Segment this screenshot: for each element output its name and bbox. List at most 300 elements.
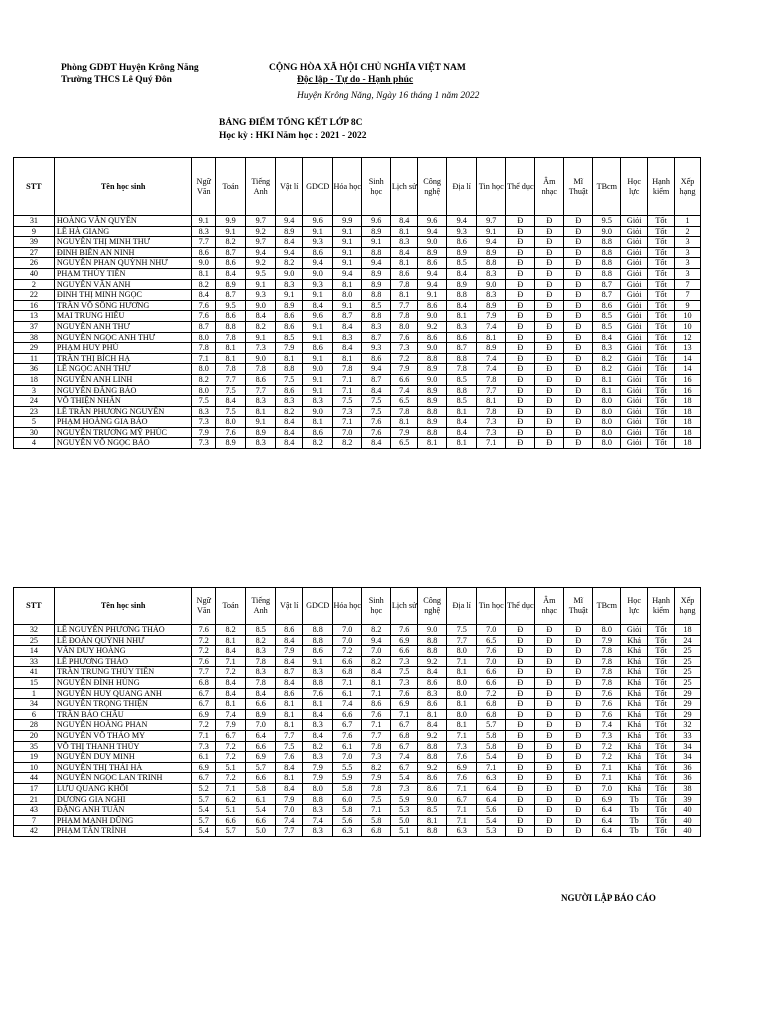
cell-cn: 9.2 — [418, 762, 447, 773]
cell-dl: 8.5 — [447, 396, 477, 407]
cell-sh: 9.4 — [362, 635, 391, 646]
cell-stt: 42 — [14, 826, 55, 837]
table-row — [14, 427, 701, 438]
cell-dl: 8.4 — [447, 300, 477, 311]
table-header-row — [14, 588, 701, 625]
cell-ta: 6.1 — [246, 794, 276, 805]
cell-td: Đ — [506, 417, 535, 428]
column-header-name: Tên học sinh — [54, 158, 192, 216]
cell-gdcd: 8.6 — [303, 427, 333, 438]
cell-hk: Tốt — [648, 709, 675, 720]
cell-sh: 8.5 — [362, 300, 391, 311]
cell-ta: 8.3 — [246, 667, 276, 678]
column-header-ta: Tiếng Anh — [246, 158, 276, 216]
cell-sh: 7.1 — [362, 805, 391, 816]
cell-an: Đ — [535, 396, 564, 407]
cell-dl: 8.5 — [447, 374, 477, 385]
column-header-dl: Địa lí — [447, 588, 477, 625]
cell-hl: Giỏi — [621, 268, 648, 279]
cell-an: Đ — [535, 741, 564, 752]
cell-an: Đ — [535, 364, 564, 375]
cell-name: NGUYỄN TRỌNG THIỆN — [54, 699, 192, 710]
cell-vl: 8.4 — [276, 417, 303, 428]
cell-toan: 7.5 — [216, 406, 246, 417]
cell-stt: 31 — [14, 216, 55, 227]
cell-nv: 7.6 — [192, 656, 216, 667]
cell-th: 7.2 — [477, 688, 506, 699]
table-row — [14, 258, 701, 269]
table-row — [14, 709, 701, 720]
cell-mt: Đ — [564, 699, 593, 710]
cell-hh: 9.1 — [333, 226, 362, 237]
cell-xh: 32 — [675, 720, 701, 731]
cell-an: Đ — [535, 773, 564, 784]
cell-sh: 8.8 — [362, 311, 391, 322]
cell-ta: 9.2 — [246, 258, 276, 269]
cell-nv: 6.9 — [192, 762, 216, 773]
column-header-td: Thể dục — [506, 158, 535, 216]
cell-cn: 9.2 — [418, 321, 447, 332]
column-header-vl: Vật lí — [276, 588, 303, 625]
cell-name: NGUYỄN NGỌC ANH THƯ — [54, 332, 192, 343]
cell-toan: 8.4 — [216, 688, 246, 699]
cell-toan: 7.2 — [216, 741, 246, 752]
cell-stt: 29 — [14, 343, 55, 354]
cell-hl: Giỏi — [621, 374, 648, 385]
cell-tb: 7.8 — [593, 667, 621, 678]
cell-gdcd: 8.3 — [303, 667, 333, 678]
table-row — [14, 635, 701, 646]
cell-cn: 9.0 — [418, 794, 447, 805]
cell-nv: 7.3 — [192, 417, 216, 428]
cell-vl: 8.4 — [276, 762, 303, 773]
column-header-sh: Sinh học — [362, 588, 391, 625]
cell-td: Đ — [506, 311, 535, 322]
cell-hh: 7.1 — [333, 677, 362, 688]
cell-td: Đ — [506, 353, 535, 364]
cell-xh: 40 — [675, 815, 701, 826]
cell-dl: 9.4 — [447, 216, 477, 227]
cell-vl: 7.9 — [276, 646, 303, 657]
cell-toan: 7.1 — [216, 656, 246, 667]
cell-stt: 32 — [14, 625, 55, 636]
cell-hl: Giỏi — [621, 258, 648, 269]
cell-stt: 28 — [14, 720, 55, 731]
cell-vl: 8.4 — [276, 635, 303, 646]
cell-hk: Tốt — [648, 374, 675, 385]
cell-dl: 7.6 — [447, 752, 477, 763]
cell-toan: 7.4 — [216, 709, 246, 720]
table-row — [14, 406, 701, 417]
cell-vl: 9.1 — [276, 290, 303, 301]
cell-name: PHẠM HOÀNG GIA BẢO — [54, 417, 192, 428]
column-header-hl: Học lực — [621, 588, 648, 625]
table-row — [14, 311, 701, 322]
cell-mt: Đ — [564, 216, 593, 227]
cell-hh: 5.6 — [333, 815, 362, 826]
cell-sh: 8.2 — [362, 656, 391, 667]
cell-th: 6.8 — [477, 699, 506, 710]
cell-an: Đ — [535, 438, 564, 449]
cell-th: 7.4 — [477, 364, 506, 375]
cell-vl: 8.6 — [276, 311, 303, 322]
cell-nv: 8.0 — [192, 385, 216, 396]
cell-cn: 8.8 — [418, 635, 447, 646]
cell-ta: 7.3 — [246, 343, 276, 354]
cell-gdcd: 8.3 — [303, 805, 333, 816]
cell-hl: Khá — [621, 730, 648, 741]
column-header-hk: Hạnh kiểm — [648, 588, 675, 625]
cell-gdcd: 9.0 — [303, 364, 333, 375]
cell-dl: 8.7 — [447, 343, 477, 354]
cell-ls: 6.6 — [391, 374, 418, 385]
cell-stt: 20 — [14, 730, 55, 741]
cell-hl: Khá — [621, 762, 648, 773]
cell-stt: 40 — [14, 268, 55, 279]
cell-tb: 8.0 — [593, 406, 621, 417]
cell-tb: 8.0 — [593, 417, 621, 428]
cell-gdcd: 8.4 — [303, 730, 333, 741]
cell-nv: 6.7 — [192, 773, 216, 784]
cell-name: TRẦN BẢO CHÂU — [54, 709, 192, 720]
cell-hh: 5.8 — [333, 805, 362, 816]
cell-ls: 7.9 — [391, 364, 418, 375]
cell-ta: 8.3 — [246, 396, 276, 407]
cell-ta: 8.3 — [246, 646, 276, 657]
cell-tb: 7.6 — [593, 699, 621, 710]
cell-hh: 6.3 — [333, 826, 362, 837]
cell-nv: 5.4 — [192, 805, 216, 816]
cell-hh: 9.1 — [333, 258, 362, 269]
cell-xh: 39 — [675, 794, 701, 805]
cell-td: Đ — [506, 730, 535, 741]
cell-nv: 6.7 — [192, 699, 216, 710]
cell-gdcd: 7.9 — [303, 773, 333, 784]
column-header-an: Âm nhạc — [535, 588, 564, 625]
column-header-mt: Mĩ Thuật — [564, 588, 593, 625]
cell-cn: 9.6 — [418, 216, 447, 227]
cell-mt: Đ — [564, 364, 593, 375]
cell-toan: 5.1 — [216, 762, 246, 773]
cell-ta: 8.4 — [246, 311, 276, 322]
cell-an: Đ — [535, 216, 564, 227]
column-header-sh: Sinh học — [362, 158, 391, 216]
cell-mt: Đ — [564, 353, 593, 364]
cell-nv: 9.1 — [192, 216, 216, 227]
cell-toan: 8.4 — [216, 396, 246, 407]
cell-hh: 8.7 — [333, 311, 362, 322]
cell-gdcd: 8.3 — [303, 720, 333, 731]
cell-nv: 7.1 — [192, 353, 216, 364]
cell-an: Đ — [535, 311, 564, 322]
cell-tb: 8.4 — [593, 332, 621, 343]
cell-hh: 9.1 — [333, 300, 362, 311]
cell-vl: 8.6 — [276, 321, 303, 332]
cell-mt: Đ — [564, 226, 593, 237]
table-row — [14, 688, 701, 699]
cell-name: TRẦN TRUNG THỦY TIÊN — [54, 667, 192, 678]
cell-vl: 8.3 — [276, 279, 303, 290]
cell-toan: 8.4 — [216, 677, 246, 688]
cell-vl: 8.1 — [276, 773, 303, 784]
cell-hl: Giỏi — [621, 332, 648, 343]
cell-an: Đ — [535, 343, 564, 354]
cell-hl: Giỏi — [621, 343, 648, 354]
cell-name: NGUYỄN VÂN ANH — [54, 279, 192, 290]
cell-th: 6.6 — [477, 667, 506, 678]
cell-toan: 7.1 — [216, 783, 246, 794]
cell-toan: 8.9 — [216, 279, 246, 290]
cell-cn: 8.8 — [418, 353, 447, 364]
cell-an: Đ — [535, 427, 564, 438]
cell-td: Đ — [506, 216, 535, 227]
cell-th: 6.5 — [477, 635, 506, 646]
cell-hk: Tốt — [648, 794, 675, 805]
cell-sh: 7.6 — [362, 709, 391, 720]
cell-mt: Đ — [564, 374, 593, 385]
table-row — [14, 741, 701, 752]
cell-vl: 9.0 — [276, 268, 303, 279]
cell-sh: 7.9 — [362, 773, 391, 784]
cell-stt: 5 — [14, 417, 55, 428]
cell-dl: 8.1 — [447, 667, 477, 678]
table-row — [14, 783, 701, 794]
cell-hk: Tốt — [648, 258, 675, 269]
cell-td: Đ — [506, 321, 535, 332]
cell-cn: 8.4 — [418, 720, 447, 731]
cell-an: Đ — [535, 826, 564, 837]
cell-sh: 8.2 — [362, 625, 391, 636]
cell-vl: 8.1 — [276, 720, 303, 731]
cell-ls: 8.4 — [391, 216, 418, 227]
cell-hh: 9.1 — [333, 237, 362, 248]
cell-hk: Tốt — [648, 353, 675, 364]
cell-ta: 9.1 — [246, 332, 276, 343]
cell-th: 8.9 — [477, 300, 506, 311]
cell-toan: 8.6 — [216, 311, 246, 322]
cell-th: 8.9 — [477, 343, 506, 354]
cell-ls: 5.4 — [391, 773, 418, 784]
cell-hk: Tốt — [648, 385, 675, 396]
cell-td: Đ — [506, 374, 535, 385]
cell-ls: 6.6 — [391, 646, 418, 657]
cell-hl: Khá — [621, 667, 648, 678]
cell-sh: 8.4 — [362, 385, 391, 396]
cell-mt: Đ — [564, 635, 593, 646]
cell-vl: 7.5 — [276, 741, 303, 752]
cell-nv: 8.3 — [192, 406, 216, 417]
cell-mt: Đ — [564, 741, 593, 752]
cell-sh: 7.0 — [362, 646, 391, 657]
cell-mt: Đ — [564, 677, 593, 688]
cell-name: VÕ THỊ THANH THỦY — [54, 741, 192, 752]
table-row — [14, 353, 701, 364]
cell-gdcd: 8.8 — [303, 677, 333, 688]
cell-stt: 37 — [14, 321, 55, 332]
table-row — [14, 396, 701, 407]
cell-xh: 25 — [675, 656, 701, 667]
cell-an: Đ — [535, 688, 564, 699]
cell-th: 6.4 — [477, 783, 506, 794]
cell-hh: 6.8 — [333, 667, 362, 678]
school-name: Trường THCS Lê Quý Đôn — [61, 75, 172, 85]
cell-an: Đ — [535, 385, 564, 396]
cell-toan: 6.2 — [216, 794, 246, 805]
cell-an: Đ — [535, 805, 564, 816]
cell-ta: 9.0 — [246, 300, 276, 311]
table-row — [14, 300, 701, 311]
cell-hl: Giỏi — [621, 353, 648, 364]
cell-vl: 8.4 — [276, 427, 303, 438]
cell-hk: Tốt — [648, 406, 675, 417]
cell-hh: 6.1 — [333, 688, 362, 699]
cell-hl: Tb — [621, 826, 648, 837]
cell-hl: Giỏi — [621, 279, 648, 290]
cell-xh: 10 — [675, 311, 701, 322]
cell-nv: 9.0 — [192, 258, 216, 269]
cell-xh: 18 — [675, 625, 701, 636]
cell-hh: 9.9 — [333, 216, 362, 227]
cell-th: 8.9 — [477, 247, 506, 258]
cell-ls: 7.3 — [391, 343, 418, 354]
cell-sh: 7.5 — [362, 794, 391, 805]
column-header-ls: Lịch sử — [391, 158, 418, 216]
cell-ls: 7.6 — [391, 688, 418, 699]
cell-tb: 8.0 — [593, 396, 621, 407]
cell-th: 8.3 — [477, 268, 506, 279]
column-header-th: Tin học — [477, 588, 506, 625]
cell-nv: 7.7 — [192, 667, 216, 678]
cell-ls: 5.9 — [391, 794, 418, 805]
cell-th: 9.1 — [477, 226, 506, 237]
cell-ta: 9.3 — [246, 290, 276, 301]
cell-gdcd: 9.1 — [303, 321, 333, 332]
cell-cn: 8.6 — [418, 300, 447, 311]
cell-dl: 8.1 — [447, 720, 477, 731]
cell-ls: 8.1 — [391, 290, 418, 301]
cell-sh: 8.4 — [362, 667, 391, 678]
cell-nv: 8.0 — [192, 332, 216, 343]
cell-xh: 10 — [675, 321, 701, 332]
cell-mt: Đ — [564, 720, 593, 731]
cell-hh: 7.5 — [333, 396, 362, 407]
cell-mt: Đ — [564, 268, 593, 279]
cell-tb: 8.8 — [593, 247, 621, 258]
cell-hk: Tốt — [648, 300, 675, 311]
cell-th: 9.0 — [477, 279, 506, 290]
cell-tb: 7.1 — [593, 762, 621, 773]
cell-hl: Giỏi — [621, 396, 648, 407]
cell-sh: 8.1 — [362, 677, 391, 688]
cell-th: 8.8 — [477, 258, 506, 269]
cell-th: 7.7 — [477, 385, 506, 396]
cell-an: Đ — [535, 794, 564, 805]
cell-hh: 6.6 — [333, 709, 362, 720]
cell-an: Đ — [535, 237, 564, 248]
cell-stt: 30 — [14, 427, 55, 438]
column-header-gdcd: GDCD — [303, 588, 333, 625]
table-row — [14, 805, 701, 816]
cell-xh: 16 — [675, 385, 701, 396]
cell-name: ĐẶNG ANH TUẤN — [54, 805, 192, 816]
cell-stt: 9 — [14, 226, 55, 237]
cell-hk: Tốt — [648, 752, 675, 763]
cell-xh: 14 — [675, 364, 701, 375]
cell-td: Đ — [506, 258, 535, 269]
cell-gdcd: 8.8 — [303, 794, 333, 805]
cell-hh: 5.8 — [333, 783, 362, 794]
cell-xh: 29 — [675, 709, 701, 720]
cell-th: 7.3 — [477, 417, 506, 428]
cell-ta: 9.4 — [246, 247, 276, 258]
cell-mt: Đ — [564, 300, 593, 311]
cell-mt: Đ — [564, 646, 593, 657]
cell-xh: 18 — [675, 406, 701, 417]
cell-name: LÊ PHƯƠNG THẢO — [54, 656, 192, 667]
cell-dl: 8.0 — [447, 677, 477, 688]
cell-hl: Khá — [621, 773, 648, 784]
cell-hk: Tốt — [648, 762, 675, 773]
cell-hk: Tốt — [648, 290, 675, 301]
cell-tb: 8.8 — [593, 268, 621, 279]
cell-hl: Giỏi — [621, 226, 648, 237]
cell-ls: 8.6 — [391, 268, 418, 279]
cell-gdcd: 9.1 — [303, 385, 333, 396]
cell-xh: 29 — [675, 699, 701, 710]
cell-hk: Tốt — [648, 656, 675, 667]
cell-vl: 7.9 — [276, 343, 303, 354]
cell-tb: 8.5 — [593, 321, 621, 332]
table-row — [14, 646, 701, 657]
cell-mt: Đ — [564, 311, 593, 322]
cell-tb: 8.7 — [593, 279, 621, 290]
cell-vl: 8.2 — [276, 406, 303, 417]
cell-tb: 8.1 — [593, 385, 621, 396]
cell-hh: 8.1 — [333, 279, 362, 290]
cell-stt: 10 — [14, 762, 55, 773]
cell-an: Đ — [535, 646, 564, 657]
cell-dl: 8.6 — [447, 237, 477, 248]
national-title: CỘNG HÒA XÃ HỘI CHỦ NGHĨA VIỆT NAM — [269, 63, 466, 73]
cell-xh: 18 — [675, 396, 701, 407]
cell-hl: Giỏi — [621, 290, 648, 301]
cell-tb: 6.9 — [593, 794, 621, 805]
cell-vl: 8.6 — [276, 625, 303, 636]
cell-xh: 38 — [675, 783, 701, 794]
cell-dl: 8.4 — [447, 427, 477, 438]
cell-toan: 6.6 — [216, 815, 246, 826]
column-header-nv: Ngữ Văn — [192, 158, 216, 216]
cell-hk: Tốt — [648, 815, 675, 826]
cell-td: Đ — [506, 656, 535, 667]
cell-td: Đ — [506, 741, 535, 752]
cell-an: Đ — [535, 247, 564, 258]
cell-ta: 8.5 — [246, 625, 276, 636]
cell-td: Đ — [506, 752, 535, 763]
cell-sh: 8.9 — [362, 268, 391, 279]
table-row — [14, 730, 701, 741]
cell-ta: 9.7 — [246, 237, 276, 248]
cell-dl: 6.3 — [447, 826, 477, 837]
cell-dl: 8.8 — [447, 353, 477, 364]
cell-td: Đ — [506, 427, 535, 438]
cell-hk: Tốt — [648, 427, 675, 438]
cell-cn: 8.5 — [418, 805, 447, 816]
cell-cn: 9.0 — [418, 343, 447, 354]
cell-hl: Giỏi — [621, 237, 648, 248]
column-header-nv: Ngữ Văn — [192, 588, 216, 625]
cell-gdcd: 9.6 — [303, 311, 333, 322]
